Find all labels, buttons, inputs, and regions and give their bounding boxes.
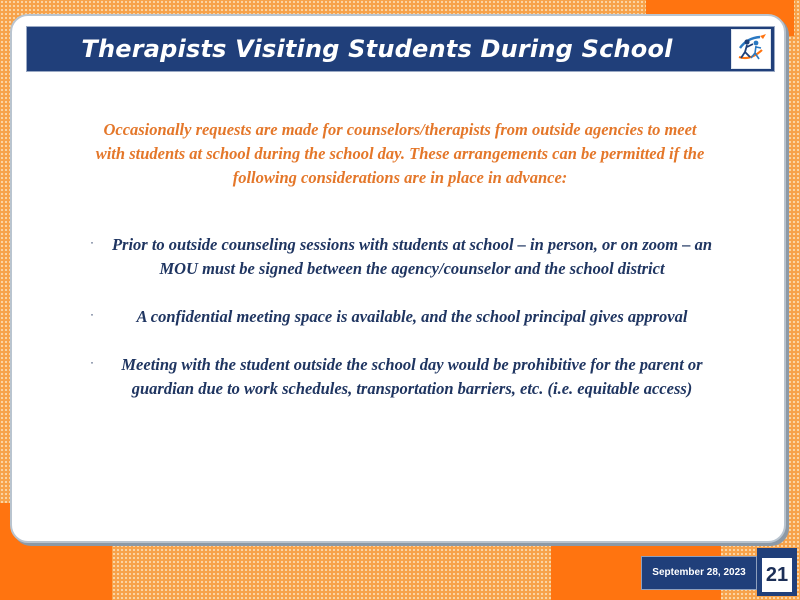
footer-date: September 28, 2023 <box>641 556 757 590</box>
list-item-text: Prior to outside counseling sessions with students at school – in person, or on zoom – an MOU must be signed between the agency/counselor and the school district <box>111 235 713 278</box>
considerations-list <box>90 233 730 425</box>
bullet-marker: · <box>90 235 94 249</box>
page-number-box <box>757 548 797 596</box>
list-item <box>90 353 730 401</box>
intro-paragraph: Occasionally requests are made for counselors/therapists from outside agencies to meet with students at school during the school day. These arrangements can be permitted if the following considerations are in place in advance: <box>95 120 705 187</box>
page-number: 21 <box>762 558 792 592</box>
bullet-marker: · <box>90 307 94 321</box>
list-item-text: A confidential meeting space is available, and the school principal gives approval <box>136 307 688 326</box>
title-bar <box>26 26 775 72</box>
list-item <box>90 305 730 329</box>
list-item-text: Meeting with the student outside the school day would be prohibitive for the parent or guardian due to work schedules, transportation barriers, etc. (i.e. equitable access) <box>121 355 703 398</box>
bullet-marker: · <box>90 355 94 369</box>
list-item <box>90 233 730 281</box>
school-district-logo-icon <box>731 29 771 69</box>
slide-title: Therapists Visiting Students During School <box>81 35 673 63</box>
